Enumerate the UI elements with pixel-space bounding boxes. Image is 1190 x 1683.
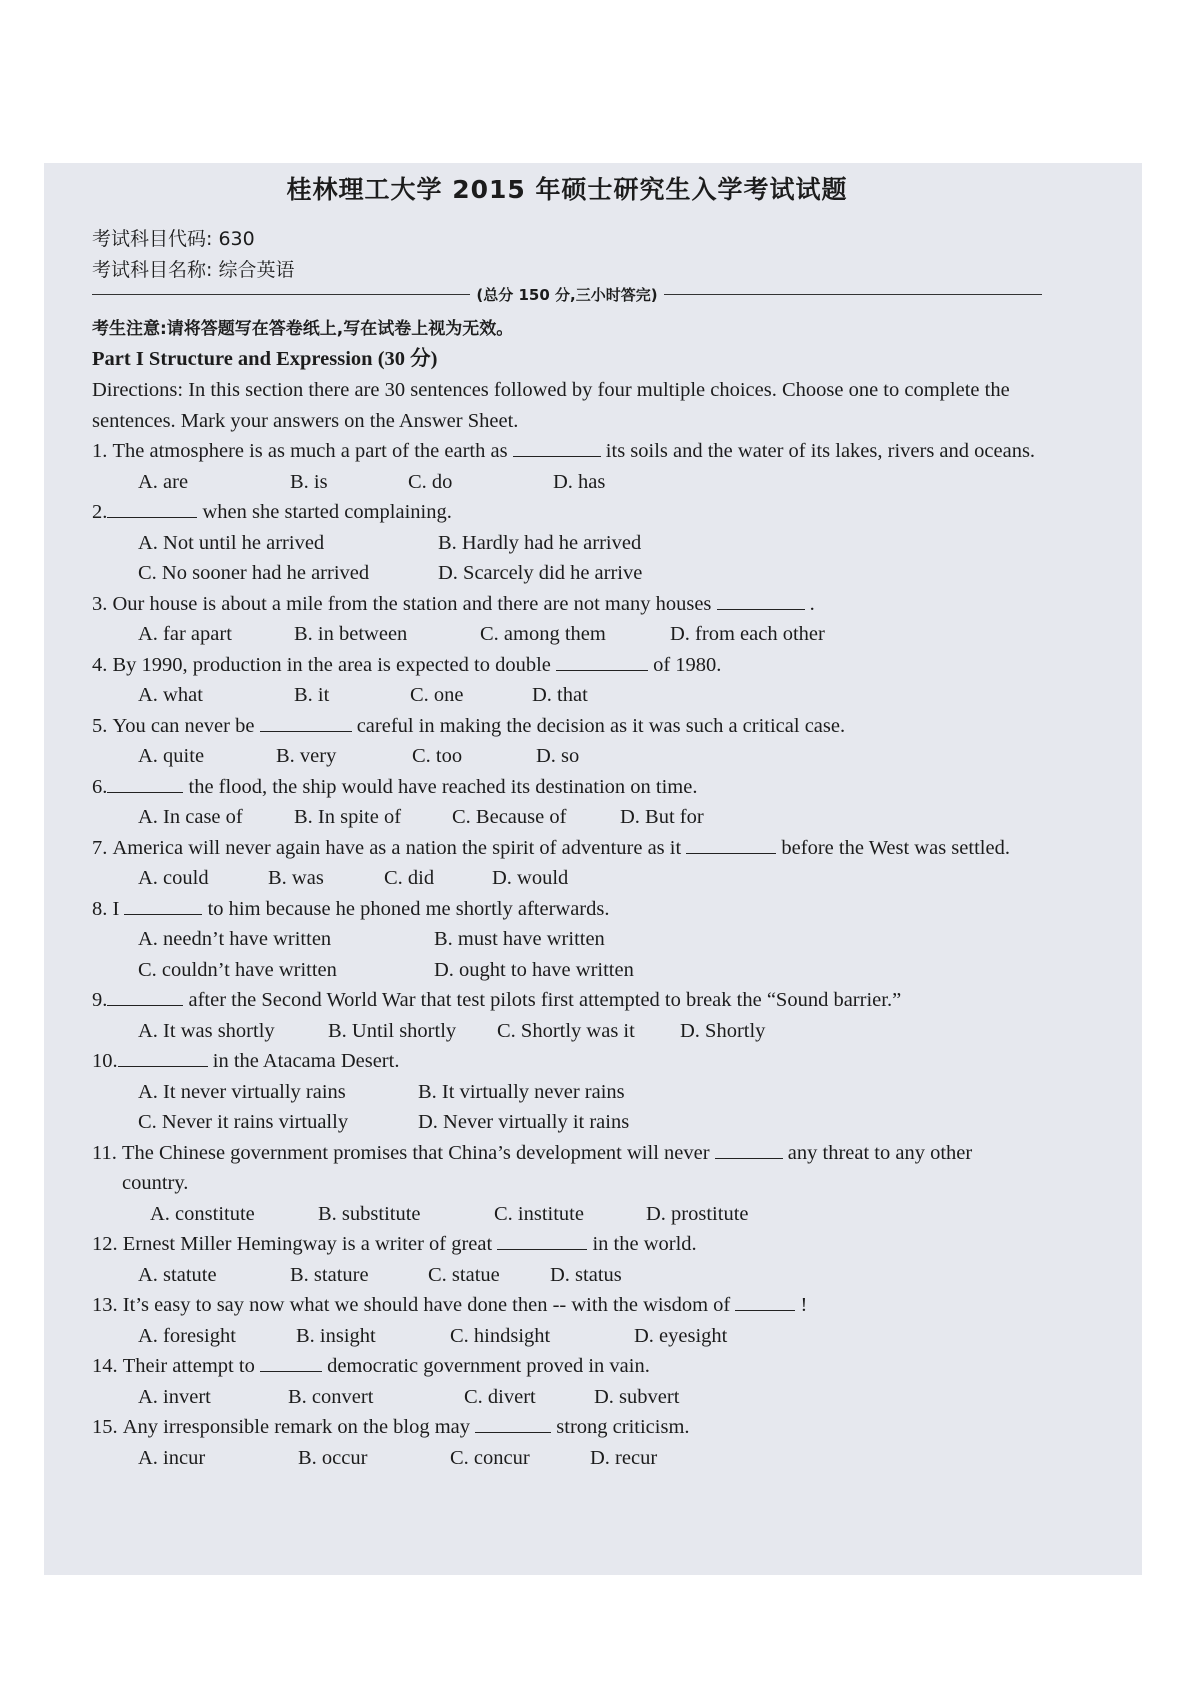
option-d: D. from each other: [670, 623, 825, 645]
question-text: [113, 589, 1043, 620]
exam-title: 桂林理工大学 2015 年硕士研究生入学考试试题: [286, 175, 848, 204]
exam-content: [92, 172, 1042, 1473]
option-c: C. did: [384, 867, 435, 889]
stem-after: when she started complaining.: [197, 501, 452, 523]
stem-after: to him because he phoned me shortly afterwards.: [202, 897, 610, 920]
option-b: B. in between: [294, 623, 408, 645]
option-a: A. needn’t have written: [138, 928, 332, 950]
question-stem: [92, 1229, 1042, 1260]
stem-after: in the Atacama Desert.: [207, 1050, 400, 1072]
question-text: [123, 1351, 1042, 1382]
answer-blank: [107, 774, 183, 793]
stem-after: its soils and the water of its lakes, rivers and oceans.: [600, 440, 1036, 462]
stem-after: before the West was settled.: [776, 836, 1010, 859]
stem-after: any threat to any other country.: [122, 1141, 973, 1194]
question-number: 11.: [92, 1141, 122, 1164]
directions: Directions: In this section there are 30 sentences followed by four multiple choices. Choose one to complete the sentences. Mark your answers on the Answer Sheet.: [92, 379, 1010, 432]
option-a: A. invert: [138, 1385, 211, 1408]
option-row: [92, 955, 1042, 986]
answer-blank: [497, 1231, 587, 1250]
answer-blank: [475, 1414, 551, 1433]
option-c: C. statue: [428, 1263, 500, 1286]
question-text: [123, 1229, 1042, 1260]
question-stem: [92, 1290, 1042, 1321]
total-score-note: [92, 284, 1042, 314]
option-d: D. Scarcely did he arrive: [438, 562, 643, 584]
question-text: [123, 1290, 1042, 1321]
option-c: C. do: [408, 470, 453, 493]
option-d: D. eyesight: [634, 1324, 728, 1347]
question-9: [92, 985, 1042, 1046]
question-7: [92, 833, 1042, 894]
question-text: [113, 833, 1043, 864]
option-d: D. Shortly: [680, 1019, 766, 1042]
answer-blank: [715, 1140, 783, 1159]
option-c: C. too: [412, 745, 463, 767]
question-1: [92, 436, 1042, 497]
stem-before: You can never be: [112, 714, 260, 737]
question-text: [113, 436, 1043, 467]
option-b: B. occur: [298, 1446, 368, 1469]
option-c: C. concur: [450, 1446, 530, 1469]
question-number: 12.: [92, 1233, 123, 1255]
question-number: 7.: [92, 836, 113, 859]
question-text: [107, 985, 1042, 1016]
part-heading: Part I Structure and Expression (30 分): [92, 348, 438, 370]
option-b: B. substitute: [318, 1202, 421, 1225]
stem-before: America will never again have as a nation the spirit of adventure as it: [112, 836, 687, 859]
answer-blank: [260, 713, 352, 732]
option-b: B. stature: [290, 1263, 369, 1286]
question-number: 14.: [92, 1355, 123, 1377]
subject-name-line: [92, 255, 1042, 286]
question-6: [92, 772, 1042, 833]
question-stem: [92, 772, 1042, 803]
answer-blank: [260, 1353, 322, 1372]
stem-before: Their attempt to: [122, 1355, 260, 1377]
question-stem: [92, 894, 1042, 925]
option-b: B. insight: [296, 1324, 376, 1347]
option-row: [92, 802, 1042, 833]
question-stem: [92, 436, 1042, 467]
answer-blank: [735, 1292, 795, 1311]
stem-before: It’s easy to say now what we should have done then -- with the wisdom of: [122, 1294, 736, 1316]
question-3: [92, 589, 1042, 650]
option-b: B. convert: [288, 1385, 374, 1408]
option-b: B. In spite of: [294, 806, 402, 828]
option-d: D. Never virtually it rains: [418, 1111, 630, 1133]
option-a: A. foresight: [138, 1324, 236, 1347]
answer-blank: [107, 987, 183, 1006]
option-row: [92, 863, 1042, 894]
stem-after: .: [804, 592, 815, 615]
answer-blank: [717, 591, 805, 610]
question-stem: [92, 650, 1042, 681]
option-b: B. Hardly had he arrived: [438, 531, 642, 554]
subject-code-line: [92, 224, 1042, 255]
question-13: [92, 1290, 1042, 1351]
option-a: A. In case of: [138, 806, 243, 828]
option-row: [92, 924, 1042, 955]
option-row: [92, 1382, 1042, 1413]
option-row: [92, 528, 1042, 559]
option-row: [92, 1260, 1042, 1291]
question-text: [113, 711, 1043, 742]
question-list: [92, 436, 1042, 1473]
option-d: D. But for: [620, 806, 704, 828]
question-stem: [92, 1412, 1042, 1443]
stem-after: the flood, the ship would have reached its destination on time.: [183, 775, 698, 798]
answer-blank: [124, 896, 202, 915]
question-number: 8.: [92, 897, 113, 920]
stem-after: of 1980.: [647, 653, 722, 676]
option-a: A. what: [138, 684, 203, 706]
answer-blank: [107, 499, 197, 518]
question-number: 3.: [92, 592, 113, 615]
option-c: C. one: [410, 684, 464, 706]
stem-after: !: [795, 1294, 808, 1316]
question-number: 5.: [92, 714, 113, 737]
option-b: B. very: [276, 745, 337, 767]
subject-code: 630: [218, 228, 255, 250]
option-b: B. must have written: [434, 928, 605, 950]
question-14: [92, 1351, 1042, 1412]
question-4: [92, 650, 1042, 711]
question-number: 10.: [92, 1050, 118, 1072]
option-b: B. it: [294, 684, 330, 706]
option-b: B. was: [268, 867, 324, 889]
option-d: D. prostitute: [646, 1202, 749, 1225]
question-5: [92, 711, 1042, 772]
option-row: [92, 1199, 1042, 1230]
stem-before: Ernest Miller Hemingway is a writer of great: [122, 1233, 498, 1255]
question-number: 1.: [92, 440, 113, 462]
answer-blank: [556, 652, 648, 671]
option-a: A. It never virtually rains: [138, 1080, 346, 1103]
question-number: 6.: [92, 775, 108, 798]
stem-after: after the Second World War that test pilots first attempted to break the “Sound barrier.”: [183, 989, 902, 1011]
option-c: C. institute: [494, 1202, 584, 1225]
option-b: B. It virtually never rains: [418, 1080, 625, 1103]
answer-blank: [118, 1048, 208, 1067]
option-c: C. No sooner had he arrived: [138, 562, 370, 584]
option-a: A. statute: [138, 1263, 217, 1286]
option-row: [92, 467, 1042, 498]
question-2: [92, 497, 1042, 589]
question-number: 2.: [92, 501, 108, 523]
question-number: 13.: [92, 1294, 123, 1316]
option-d: D. so: [536, 745, 580, 767]
question-number: 9.: [92, 989, 108, 1011]
question-text: [123, 1412, 1042, 1443]
option-a: A. are: [138, 470, 189, 493]
option-b: B. is: [290, 470, 328, 493]
stem-before: I: [112, 897, 125, 920]
option-d: D. would: [492, 867, 569, 889]
option-a: A. far apart: [138, 623, 232, 645]
question-15: [92, 1412, 1042, 1473]
option-d: D. that: [532, 684, 588, 706]
option-c: C. divert: [464, 1385, 536, 1408]
question-stem: [92, 833, 1042, 864]
question-text: [113, 650, 1043, 681]
question-stem: [92, 1351, 1042, 1382]
question-number: 15.: [92, 1416, 123, 1438]
option-a: A. could: [138, 867, 209, 889]
candidate-notice: 考生注意:请将答题写在答卷纸上,写在试卷上视为无效。: [92, 319, 514, 339]
option-c: C. hindsight: [450, 1324, 551, 1347]
stem-before: The Chinese government promises that China’s development will never: [122, 1141, 715, 1164]
stem-before: Any irresponsible remark on the blog may: [122, 1416, 476, 1438]
question-stem: [92, 985, 1042, 1016]
subject-code-label: 考试科目代码:: [92, 228, 213, 250]
option-c: C. Shortly was it: [497, 1019, 635, 1042]
stem-after: in the world.: [587, 1233, 697, 1255]
option-d: D. status: [550, 1263, 622, 1286]
option-row: [92, 1016, 1042, 1047]
subject-name: 综合英语: [218, 259, 295, 281]
question-11: [92, 1138, 1042, 1230]
question-text: [118, 1046, 1042, 1077]
option-c: C. Never it rains virtually: [138, 1111, 349, 1133]
option-d: D. subvert: [594, 1385, 680, 1408]
stem-after: careful in making the decision as it was such a critical case.: [351, 714, 846, 737]
stem-after: strong criticism.: [551, 1416, 690, 1438]
option-a: A. incur: [138, 1446, 206, 1469]
option-row: [92, 1443, 1042, 1474]
option-row: [92, 1321, 1042, 1352]
option-b: B. Until shortly: [328, 1019, 457, 1042]
subject-name-label: 考试科目名称:: [92, 259, 213, 281]
option-row: [92, 680, 1042, 711]
question-text: [122, 1138, 1042, 1199]
option-row: [92, 1077, 1042, 1108]
question-text: [113, 894, 1043, 925]
option-row: [92, 619, 1042, 650]
option-c: C. Because of: [452, 806, 567, 828]
stem-before: By 1990, production in the area is expected to double: [112, 653, 556, 676]
question-number: 4.: [92, 653, 113, 676]
total-score-text: (总分 150 分,三小时答完): [470, 286, 663, 304]
question-stem: [92, 711, 1042, 742]
question-stem: [92, 497, 1042, 528]
option-a: A. quite: [138, 745, 205, 767]
option-d: D. has: [553, 470, 606, 493]
stem-after: democratic government proved in vain.: [321, 1355, 650, 1377]
stem-before: The atmosphere is as much a part of the earth as: [112, 440, 513, 462]
answer-blank: [686, 835, 776, 854]
option-row: [92, 741, 1042, 772]
stem-before: Our house is about a mile from the station and there are not many houses: [112, 592, 717, 615]
option-a: A. constitute: [150, 1202, 255, 1225]
question-12: [92, 1229, 1042, 1290]
answer-blank: [513, 438, 601, 457]
option-row: [92, 558, 1042, 589]
option-c: C. among them: [480, 623, 606, 645]
question-stem: [92, 589, 1042, 620]
option-d: D. ought to have written: [434, 958, 634, 981]
question-stem: [92, 1046, 1042, 1077]
question-stem: [92, 1138, 1042, 1199]
question-text: [107, 497, 1042, 528]
question-10: [92, 1046, 1042, 1138]
option-row: [92, 1107, 1042, 1138]
question-8: [92, 894, 1042, 986]
option-a: A. Not until he arrived: [138, 531, 325, 554]
option-c: C. couldn’t have written: [138, 958, 337, 981]
option-a: A. It was shortly: [138, 1019, 275, 1042]
question-text: [107, 772, 1042, 803]
option-d: D. recur: [590, 1446, 658, 1469]
